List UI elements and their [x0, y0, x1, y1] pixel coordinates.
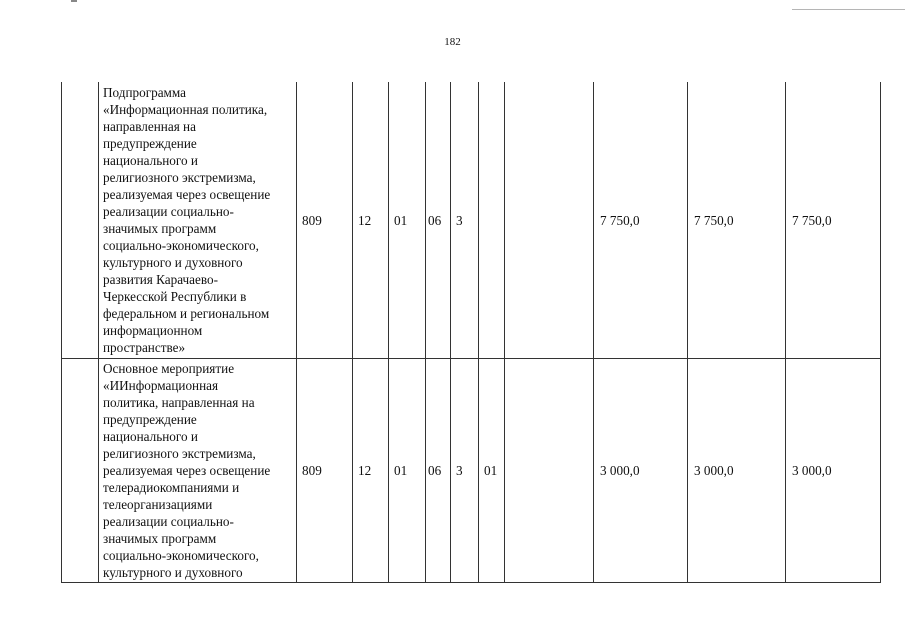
- description-line: социально-экономического,: [103, 548, 259, 563]
- amount-year2-cell: 7 750,0: [688, 82, 786, 359]
- description-line: предупреждение: [103, 412, 197, 427]
- ministry-code-cell: 809: [297, 82, 353, 359]
- budget-table: [61, 82, 881, 583]
- number-cell: [62, 359, 99, 583]
- description-line: развития Карачаево-: [103, 272, 218, 287]
- description-line: реализации социально-: [103, 204, 234, 219]
- description-line: информационном: [103, 323, 203, 338]
- description-cell: [99, 359, 297, 583]
- subprogram-code-cell: 3: [451, 82, 479, 359]
- description-line: национального и: [103, 429, 198, 444]
- description-line: религиозного экстремизма,: [103, 446, 256, 461]
- table-row: [62, 359, 881, 583]
- number-cell: [62, 82, 99, 359]
- description-line: значимых программ: [103, 221, 217, 236]
- description-line: религиозного экстремизма,: [103, 170, 256, 185]
- activity-code-cell: [479, 82, 505, 359]
- description-line: реализуемая через освещение: [103, 187, 271, 202]
- description-line: реализуемая через освещение: [103, 463, 271, 478]
- description-line: направленная на: [103, 119, 196, 134]
- subsection-code-cell: 01: [389, 359, 426, 583]
- scan-artifact-mark: [71, 0, 77, 2]
- description-line: Основное мероприятие: [103, 361, 235, 376]
- description-line: социально-экономического,: [103, 238, 259, 253]
- amount-year2-cell: 3 000,0: [688, 359, 786, 583]
- description-line: Подпрограмма: [103, 85, 187, 100]
- table-row: [62, 82, 881, 359]
- activity-code-cell: 01: [479, 359, 505, 583]
- description-line: «Информационная политика,: [103, 102, 268, 117]
- description-line: культурного и духовного: [103, 255, 243, 270]
- section-code-cell: 12: [353, 82, 389, 359]
- description-line: «ИИнформационная: [103, 378, 219, 393]
- description-line: национального и: [103, 153, 198, 168]
- amount-year3-cell: 7 750,0: [786, 82, 881, 359]
- ministry-code-cell: 809: [297, 359, 353, 583]
- direction-code-cell: [505, 359, 594, 583]
- description-line: предупреждение: [103, 136, 197, 151]
- page-number: 182: [444, 36, 461, 48]
- direction-code-cell: [505, 82, 594, 359]
- scan-artifact-line: [792, 9, 905, 10]
- description-cell: [99, 82, 297, 359]
- amount-year1-cell: 3 000,0: [594, 359, 688, 583]
- description-line: реализации социально-: [103, 514, 234, 529]
- subsection-code-cell: 01: [389, 82, 426, 359]
- description-line: телерадиокомпаниями и: [103, 480, 240, 495]
- description-line: пространстве»: [103, 340, 186, 355]
- description-line: культурного и духовного: [103, 565, 243, 580]
- subprogram-code-cell: 3: [451, 359, 479, 583]
- description-line: Черкесской Республики в: [103, 289, 247, 304]
- description-line: значимых программ: [103, 531, 217, 546]
- program-code-cell: 06: [426, 82, 451, 359]
- description-line: федеральном и региональном: [103, 306, 270, 321]
- section-code-cell: 12: [353, 359, 389, 583]
- description-line: телеорганизациями: [103, 497, 213, 512]
- description-line: политика, направленная на: [103, 395, 255, 410]
- program-code-cell: 06: [426, 359, 451, 583]
- amount-year3-cell: 3 000,0: [786, 359, 881, 583]
- amount-year1-cell: 7 750,0: [594, 82, 688, 359]
